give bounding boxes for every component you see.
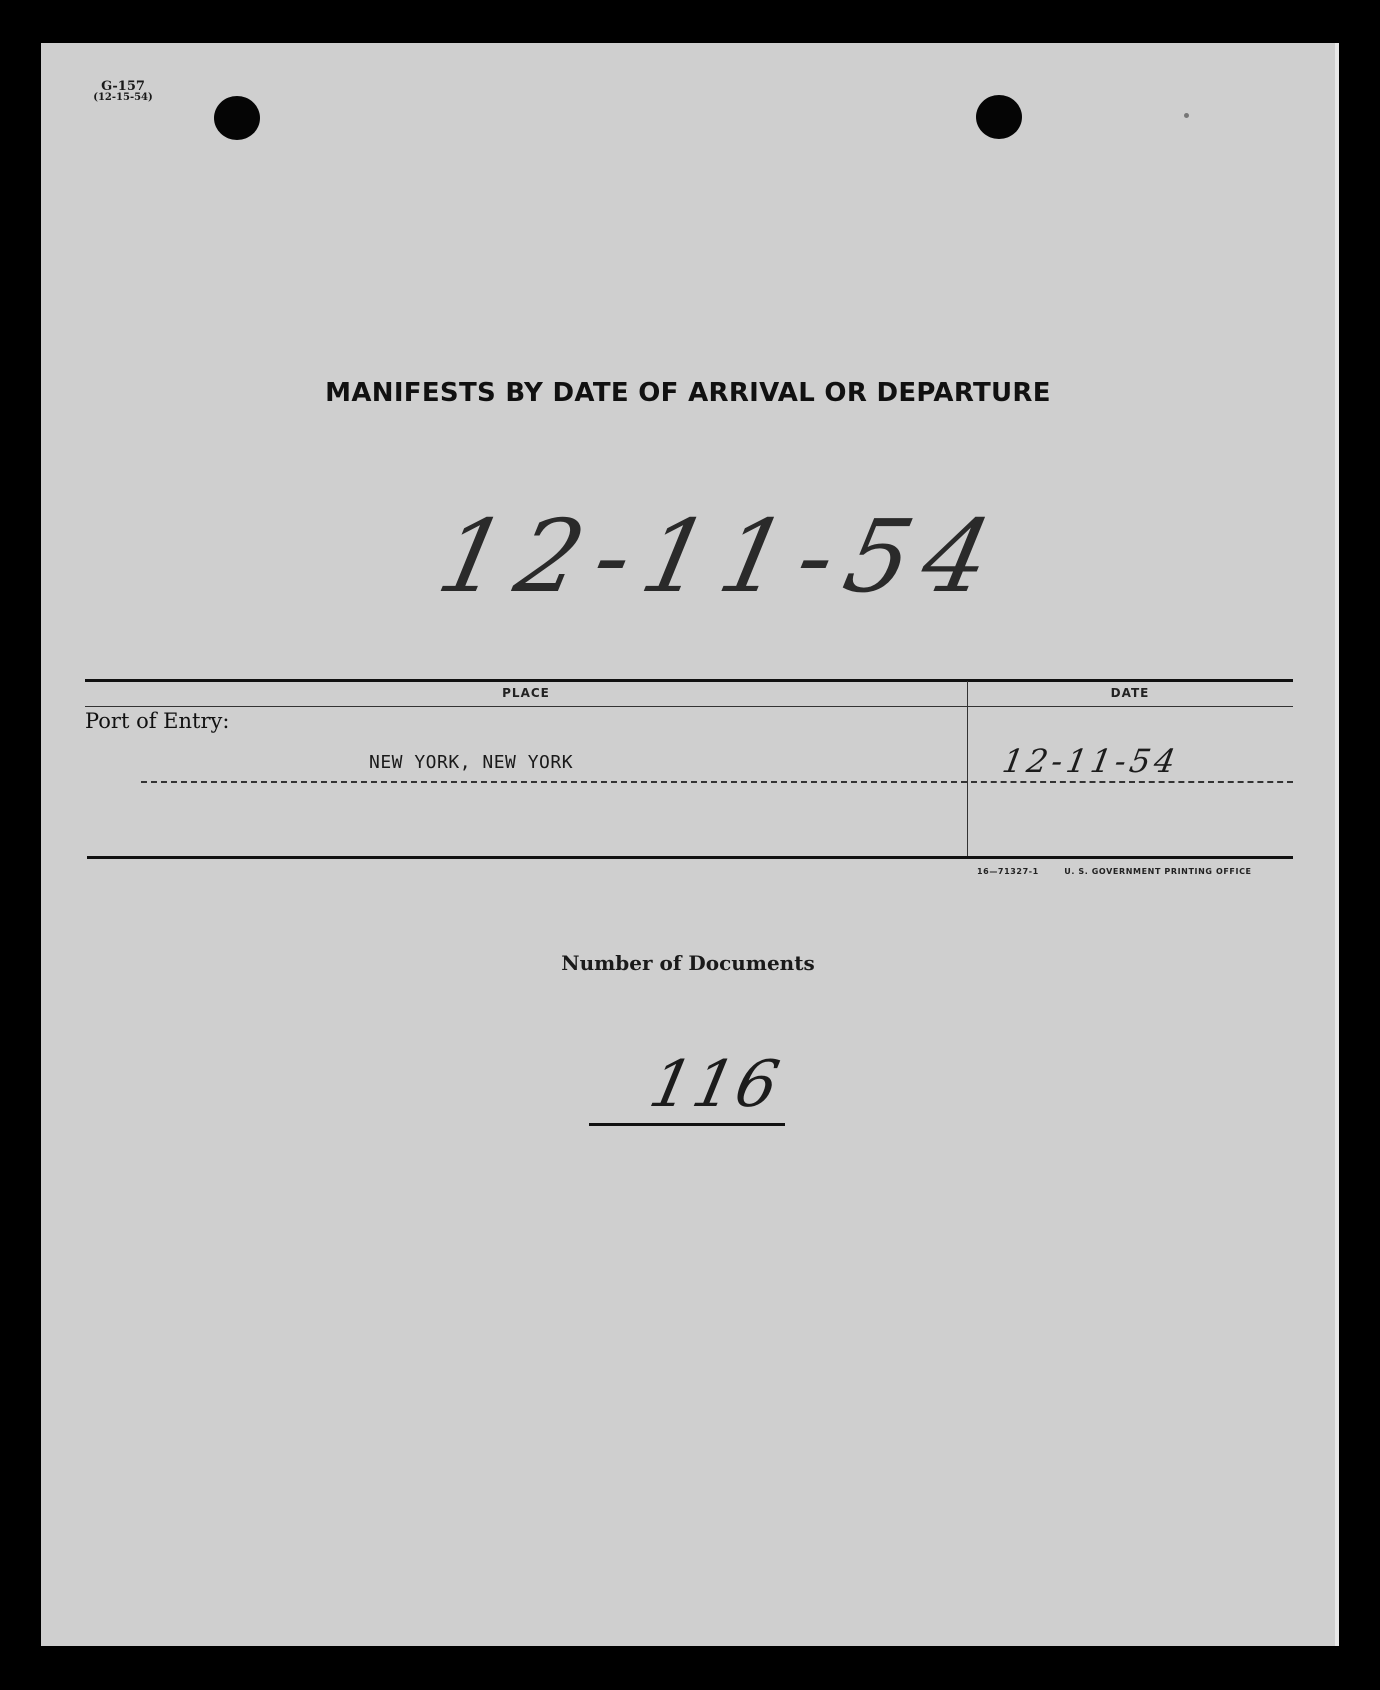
port-of-entry-label: Port of Entry: xyxy=(85,709,230,733)
place-dashed-line xyxy=(141,781,967,783)
handwritten-date: 12-11-54 xyxy=(428,498,1015,615)
form-revision: (12-15-54) xyxy=(93,92,153,103)
punch-hole-right xyxy=(976,95,1022,139)
number-of-documents-label: Number of Documents xyxy=(561,951,815,975)
place-value: NEW YORK, NEW YORK xyxy=(369,752,574,773)
table-top-rule xyxy=(85,679,1293,682)
printer-code: 16—71327-1 xyxy=(977,867,1039,876)
date-column-header: DATE xyxy=(1110,686,1150,700)
date-value: 12-11-54 xyxy=(999,742,1183,780)
punch-hole-left xyxy=(214,96,260,140)
table-column-divider xyxy=(967,681,968,856)
table-header-rule xyxy=(85,706,1293,707)
page-title: MANIFESTS BY DATE OF ARRIVAL OR DEPARTURE xyxy=(325,378,1051,408)
document-count-underline xyxy=(589,1123,785,1126)
form-number xyxy=(83,81,163,103)
form-code: G-157 xyxy=(101,79,145,94)
date-dashed-line xyxy=(971,781,1293,783)
paper-speck xyxy=(1184,113,1189,118)
printer-imprint xyxy=(977,867,1252,876)
document-count: 116 xyxy=(643,1048,788,1122)
place-column-header: PLACE xyxy=(502,686,550,700)
manifest-cover-sheet xyxy=(41,43,1339,1646)
table-bottom-rule xyxy=(87,856,1293,859)
printer-office: U. S. GOVERNMENT PRINTING OFFICE xyxy=(1064,867,1252,876)
